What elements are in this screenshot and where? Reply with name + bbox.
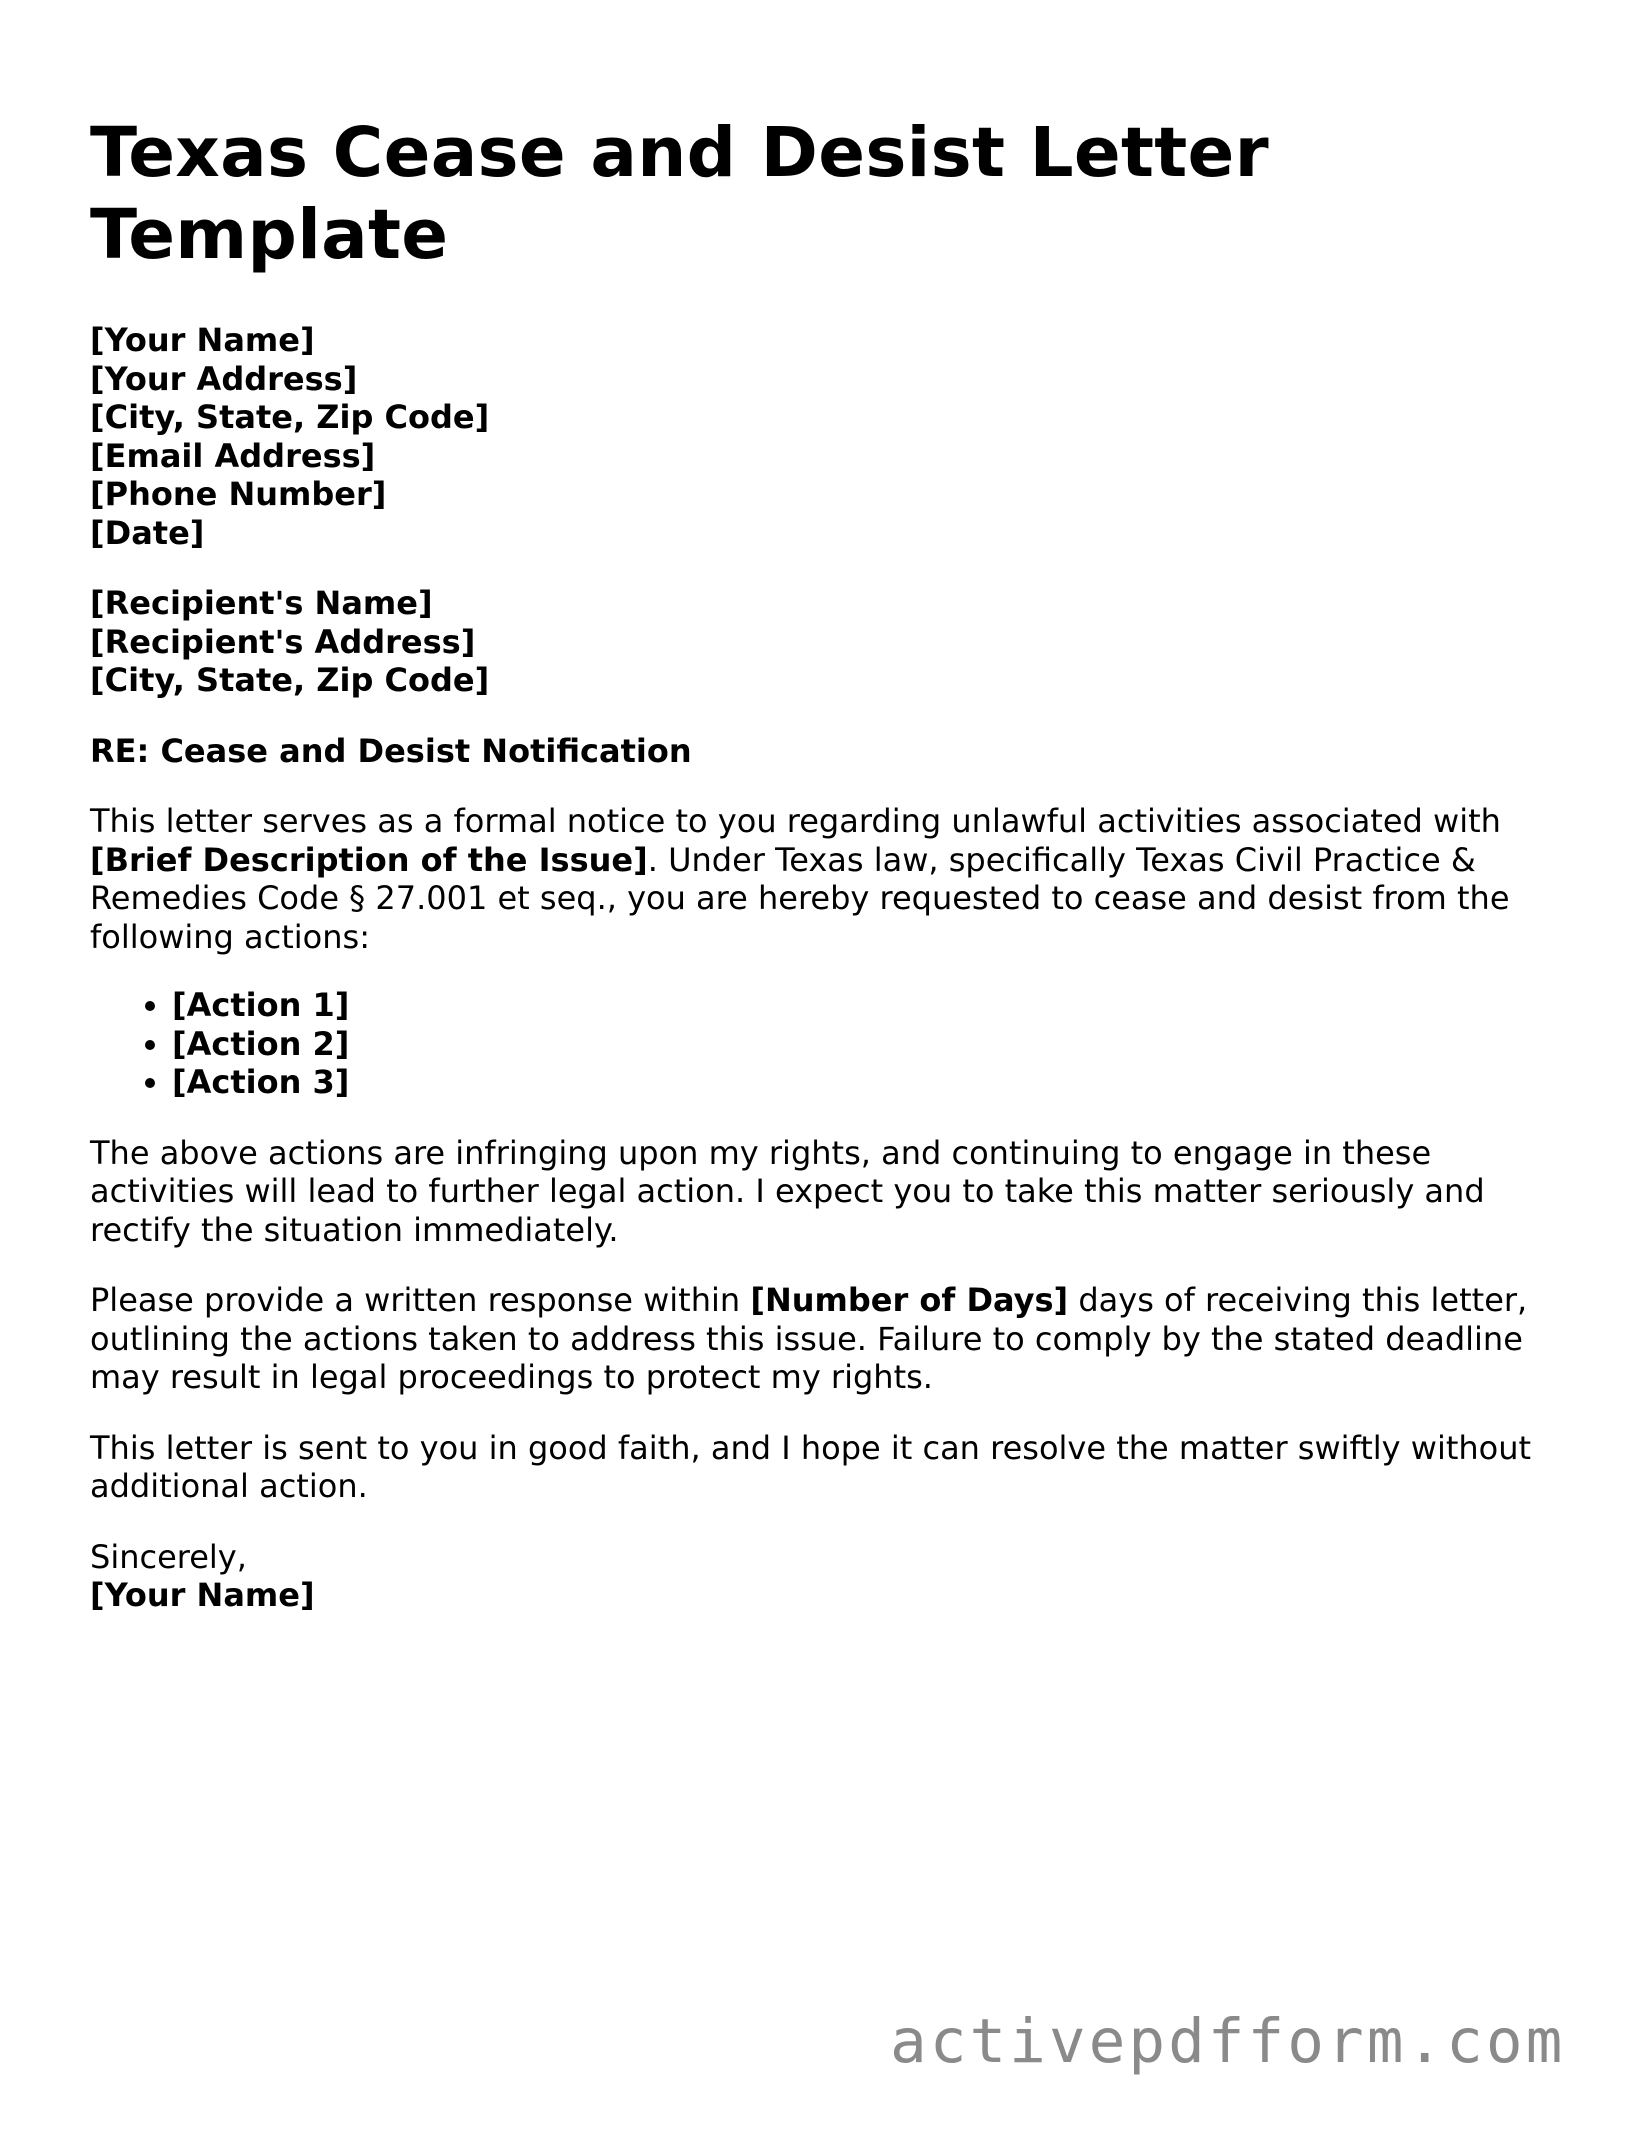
number-of-days-placeholder: [Number of Days] [750, 1281, 1069, 1319]
recipient-block [90, 584, 1570, 700]
recipient-city-state-zip: [City, State, Zip Code] [90, 661, 490, 699]
sender-name: [Your Name] [90, 321, 315, 359]
closing-salutation: Sincerely, [90, 1537, 247, 1576]
recipient-name: [Recipient's Name] [90, 584, 433, 622]
intro-text-before: This letter serves as a formal notice to you regarding unlawful activities associated with [90, 802, 1501, 840]
signature-name: [Your Name] [90, 1576, 315, 1614]
sender-phone: [Phone Number] [90, 475, 387, 513]
response-text-after: days of receiving this letter, outlining the actions taken to address this issue. Failure to comply by the stated deadline may result in legal proceedings to protect my rights. [90, 1281, 1528, 1396]
sender-city-state-zip: [City, State, Zip Code] [90, 398, 490, 436]
sender-address: [Your Address] [90, 359, 358, 398]
recipient-address: [Recipient's Address] [90, 622, 476, 661]
intro-text-after: . Under Texas law, specifically Texas Civil Practice & Remedies Code § 27.001 et seq., you are hereby requested to cease and desist from the following actions: [90, 840, 1510, 956]
good-faith-paragraph: This letter is sent to you in good faith, and I hope it can resolve the matter swiftly without additional action. [90, 1428, 1532, 1505]
subject-line: RE: Cease and Desist Notification [90, 731, 692, 770]
actions-list [90, 986, 1570, 1102]
list-item: • [Action 3] [172, 1063, 1570, 1102]
response-text-before: Please provide a written response within [90, 1281, 751, 1319]
sender-email: [Email Address] [90, 436, 376, 475]
watermark-text: activepdfform.com [890, 2006, 1566, 2077]
response-paragraph [90, 1281, 1570, 1397]
list-item: • [Action 1] [172, 986, 1570, 1025]
sender-block [90, 321, 1570, 552]
list-item: • [Action 2] [172, 1025, 1570, 1064]
rights-paragraph: The above actions are infringing upon my rights, and continuing to engage in these activities will lead to further legal action. I expect you to take this matter seriously and rectify the situation immediately. [90, 1133, 1485, 1249]
letter-date: [Date] [90, 513, 205, 552]
letter-page [90, 112, 1570, 1615]
page-title: Texas Cease and Desist Letter Template [90, 113, 1269, 275]
closing-block [90, 1538, 1570, 1615]
intro-paragraph [90, 802, 1570, 956]
issue-description-placeholder: [Brief Description of the Issue] [90, 840, 648, 879]
